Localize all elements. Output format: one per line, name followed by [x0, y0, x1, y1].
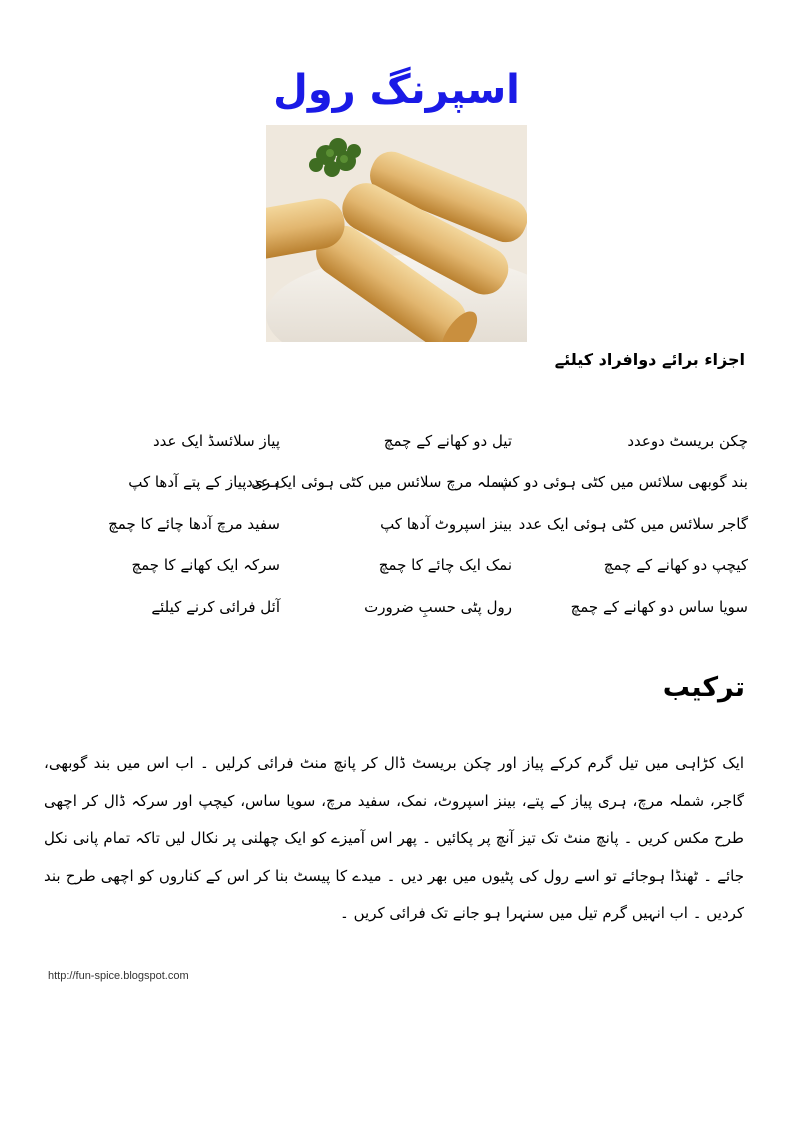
ingredient-item: نمک ایک چائے کا چمچ: [378, 556, 512, 575]
ingredient-item: آئل فرائی کرنے کیلئے: [151, 597, 280, 616]
ingredient-item: سرکہ ایک کھانے کا چمچ: [131, 556, 280, 575]
ingredient-item: سویا ساس دو کھانے کے چمچ: [570, 597, 748, 616]
ingredient-item: کیچپ دو کھانے کے چمچ: [603, 556, 748, 575]
ingredient-item: رول پٹی حسبِ ضرورت: [364, 597, 512, 616]
method-text: ایک کڑاہی میں تیل گرم کرکے پیاز اور چکن بریسٹ ڈال کر پانچ منٹ فرائی کرلیں ۔ اب اس میں بند گوبھی، گاجر، شملہ مرچ، ہری پیاز کے پتے، بینز اسپروٹ، نمک، سفید مرچ، سویا ساس، کیچپ اور سرکہ ڈال کر اچھی طرح مکس کریں ۔ پانچ منٹ تک تیز آنچ پر پکائیں ۔ پھر اس آمیزے کو ایک چھلنی پر نکال لیں تاکہ تمام پانی نکل جائے ۔ ٹھنڈا ہوجائے تو اسے رول کی پٹیوں میں بھر دیں ۔ میدے کا پیسٹ بنا کر اس کے کناروں کو اچھی طرح بند کردیں ۔ اب انہیں گرم تیل میں سنہرا ہو جانے تک فرائی کریں ۔: [44, 754, 744, 922]
method-heading: ترکیب: [662, 672, 745, 703]
spring-rolls-illustration: [266, 125, 527, 342]
ingredient-item: بینز اسپروٹ آدھا کپ: [380, 514, 512, 533]
ingredient-row: [48, 462, 748, 504]
ingredient-row: [48, 420, 748, 462]
ingredient-item: ہری پیاز کے پتے آدھا کپ: [128, 473, 280, 492]
ingredient-row: [48, 586, 748, 628]
spring-rolls-photo: [266, 125, 527, 342]
ingredient-item: پیاز سلائسڈ ایک عدد: [152, 431, 280, 450]
ingredient-item: بند گوبھی سلائس میں کٹی ہوئی دو کپ: [497, 473, 748, 492]
ingredient-item: چکن بریسٹ دوعدد: [627, 431, 748, 450]
recipe-title: اسپرنگ رول: [273, 67, 520, 113]
ingredient-item: تیل دو کھانے کے چمچ: [383, 431, 512, 450]
ingredient-item: شملہ مرچ سلائس میں کٹی ہوئی ایک عدد: [246, 473, 512, 492]
source-url: http://fun-spice.blogspot.com: [48, 970, 189, 982]
ingredients-list: [48, 420, 748, 628]
ingredient-item: سفید مرچ آدھا چائے کا چمچ: [108, 514, 280, 533]
ingredients-heading: اجزاء برائے دوافراد کیلئے: [554, 350, 745, 369]
ingredient-item: گاجر سلائس میں کٹی ہوئی ایک عدد: [518, 514, 748, 533]
ingredient-row: [48, 545, 748, 587]
ingredient-row: [48, 503, 748, 545]
